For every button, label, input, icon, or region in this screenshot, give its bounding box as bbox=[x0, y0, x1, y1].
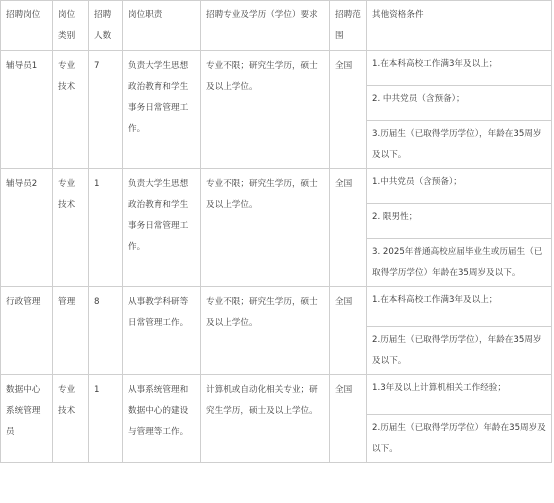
position-cell: 辅导员2 bbox=[1, 169, 53, 287]
duty-cell: 负责大学生思想政治教育和学生事务日常管理工作。 bbox=[123, 169, 201, 287]
position-cell: 辅导员1 bbox=[1, 51, 53, 169]
category-cell: 专业技术 bbox=[53, 375, 89, 463]
count-cell: 8 bbox=[89, 287, 123, 375]
header-category: 岗位类别 bbox=[53, 1, 89, 51]
count-cell: 7 bbox=[89, 51, 123, 169]
duty-cell: 负责大学生思想政治教育和学生事务日常管理工作。 bbox=[123, 51, 201, 169]
requirement-cell: 计算机或自动化相关专业；研究生学历，硕士及以上学位。 bbox=[201, 375, 330, 463]
scope-cell: 全国 bbox=[330, 51, 367, 169]
header-count: 招聘人数 bbox=[89, 1, 123, 51]
condition-cell: 2.历届生（已取得学历学位）年龄在35周岁及以下。 bbox=[367, 415, 552, 463]
condition-cell: 2. 中共党员（含预备）； bbox=[367, 86, 552, 121]
category-cell: 专业技术 bbox=[53, 169, 89, 287]
scope-cell: 全国 bbox=[330, 375, 367, 463]
scope-cell: 全国 bbox=[330, 169, 367, 287]
table-row bbox=[1, 51, 552, 86]
condition-cell: 3. 2025年普通高校应届毕业生或历届生（已取得学历学位）年龄在35周岁及以下。 bbox=[367, 239, 552, 287]
header-scope: 招聘范围 bbox=[330, 1, 367, 51]
position-cell: 数据中心系统管理员 bbox=[1, 375, 53, 463]
table-header bbox=[1, 1, 552, 51]
header-conditions: 其他资格条件 bbox=[367, 1, 552, 51]
scope-cell: 全国 bbox=[330, 287, 367, 375]
table-body bbox=[1, 51, 552, 463]
condition-cell: 3.历届生（已取得学历学位），年龄在35周岁及以下。 bbox=[367, 121, 552, 169]
condition-cell: 1.3年及以上计算机相关工作经验； bbox=[367, 375, 552, 415]
header-duty: 岗位职责 bbox=[123, 1, 201, 51]
table-row bbox=[1, 169, 552, 204]
count-cell: 1 bbox=[89, 169, 123, 287]
condition-cell: 2.历届生（已取得学历学位），年龄在35周岁及以下。 bbox=[367, 327, 552, 375]
header-position: 招聘岗位 bbox=[1, 1, 53, 51]
condition-cell: 1.在本科高校工作满3年及以上； bbox=[367, 287, 552, 327]
table-row bbox=[1, 287, 552, 327]
duty-cell: 从事系统管理和数据中心的建设与管理等工作。 bbox=[123, 375, 201, 463]
category-cell: 专业技术 bbox=[53, 51, 89, 169]
condition-cell: 2. 限男性； bbox=[367, 204, 552, 239]
header-requirement: 招聘专业及学历（学位）要求 bbox=[201, 1, 330, 51]
duty-cell: 从事教学科研等日常管理工作。 bbox=[123, 287, 201, 375]
category-cell: 管理 bbox=[53, 287, 89, 375]
condition-cell: 1.中共党员（含预备）； bbox=[367, 169, 552, 204]
table-row bbox=[1, 375, 552, 415]
header-row bbox=[1, 1, 552, 51]
position-cell: 行政管理 bbox=[1, 287, 53, 375]
requirement-cell: 专业不限；研究生学历，硕士及以上学位。 bbox=[201, 51, 330, 169]
requirement-cell: 专业不限；研究生学历，硕士及以上学位。 bbox=[201, 169, 330, 287]
count-cell: 1 bbox=[89, 375, 123, 463]
requirement-cell: 专业不限；研究生学历，硕士及以上学位。 bbox=[201, 287, 330, 375]
condition-cell: 1.在本科高校工作满3年及以上； bbox=[367, 51, 552, 86]
